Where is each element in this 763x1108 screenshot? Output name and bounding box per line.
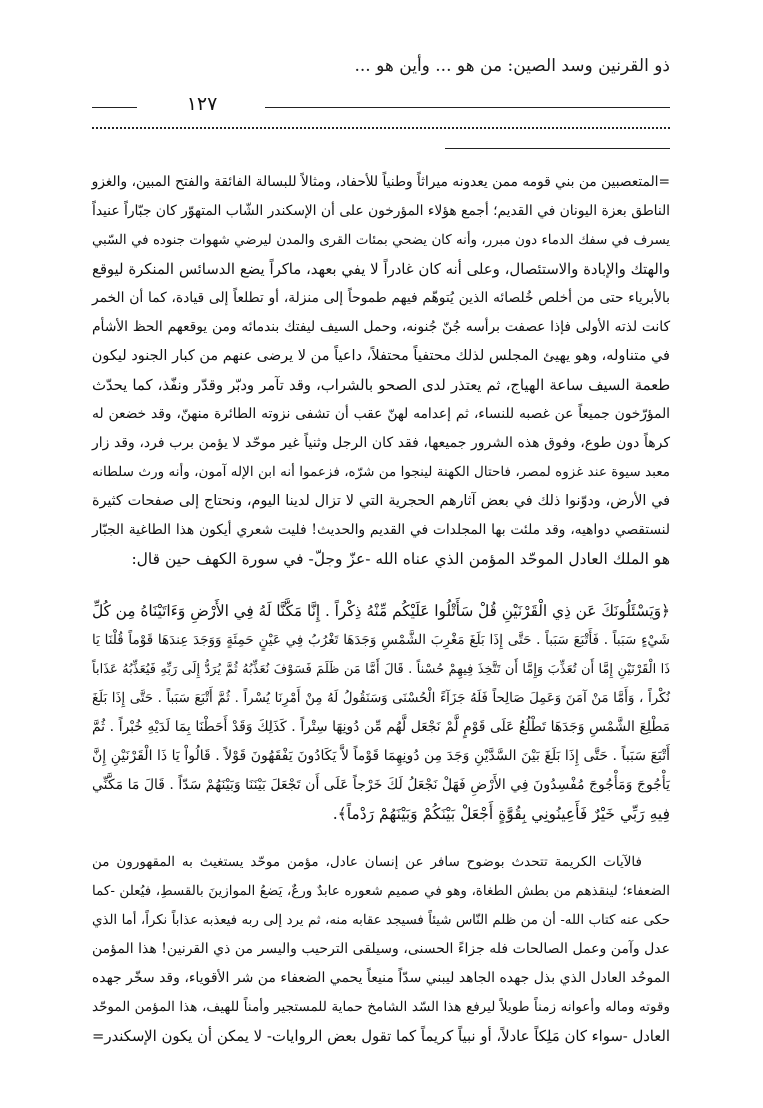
text-line: كانت لذته الأولى فإذا عصفت برأسه جُنّ جُنونه، وحمل السيف ليفتك بندمائه ومن يوقعهم الحظ الأشأم	[92, 319, 670, 335]
quote-line: ﴿وَيَسْئَلُونَكَ عَن ذِي الْقَرْنَيْنِ قُلْ سَأَتْلُوا عَلَيْكُم مِّنْهُ ذِكْراً . إِنَّا مَكَّنَّا لَهُ فِي الأَرْضِ وَءَاتَيْنَاهُ مِن كُلِّ	[92, 602, 670, 620]
commentary-paragraph	[92, 848, 670, 1051]
header-rule-right	[265, 107, 670, 108]
quote-line: نُكْراً ، وَأَمَّا مَنْ آمَنَ وَعَمِلَ صَالِحاً فَلَهُ جَزَآءً الْحُسْنَى وَسَنَقُولُ لَهُ مِنْ أَمْرِنَا يُسْراً . ثُمَّ أَتْبَعَ سَبَباً . حَتَّى إِذَا بَلَغَ	[92, 691, 670, 706]
text-line: والهتك والإبادة والاستئصال، وعلى أنه كان غادراً لا يفي بعهد، ماكراً يضع الدسائس المنكرة ليوقع	[92, 261, 670, 278]
quote-line: مَطْلِعَ الشَّمْسِ وَجَدَهَا تَطْلُعُ عَلَى قَوْمٍ لَّمْ نَجْعَل لَّهُم مِّن دُونِهَا سِتْراً . كَذَلِكَ وَقَدْ أَحَطْنَا بِمَا لَدَيْهِ خُبْراً . ثُمَّ	[92, 719, 670, 735]
text-line: وقوته وماله وأعوانه زمناً طويلاً ليرفع هذا السّد الشامخ حماية للمستجير وأمناً للهيف، هذا المؤمن الموحّد	[92, 999, 670, 1015]
header-rule	[92, 93, 670, 115]
text-line: في الأرض، ودوّنوا ذلك في بعض آثارهم الحجرية التي لا تزال لدينا اليوم، ونحتاج إلى صفحات كثيرة	[92, 493, 670, 509]
section-rule	[445, 148, 670, 149]
text-line: عدل وآمن وعمل الصالحات فله جزاءً الحسنى، وسيلقى الترحيب واليسر من ذي القرنين! هذا المؤمن	[92, 941, 670, 957]
quote-line: فِيهِ رَبِّي خَيْرٌ فَأَعِينُونِي بِقُوَّةٍ أَجْعَلْ بَيْنَكُمْ وَبَيْنَهُمْ رَدْماً﴾.	[332, 805, 670, 823]
text-line: معبد سيوة عند غزوه لمصر، فاحتال الكهنة لينجوا من شرّه، فزعموا أنه ابن الإله آمون، وأنه ورث سلطانه	[92, 464, 670, 480]
quote-line: شَيْءٍ سَبَباً . فَأَتْبَعَ سَبَباً . حَتَّى إِذَا بَلَغَ مَغْرِبَ الشَّمْسِ وَجَدَهَا تَغْرُبُ فِي عَيْنٍ حَمِئَةٍ وَوَجَدَ عِندَهَا قَوْماً قُلْنَا يَا	[92, 632, 670, 648]
quran-quote	[92, 597, 670, 829]
text-line: لنستقصي دواهيه، وقد ملئت بها المجلدات في القديم والحديث! فليت شعري أيكون هذا الطاغية الجبّار	[92, 522, 670, 538]
main-paragraph	[92, 168, 670, 574]
text-line: بالأبرياء حتى من أخلص خُلصائه الذين يُتوهّم فيهم طموحاً إلى منزلة، أو تطلعاً إلى قيادة، كما أن الخمر	[92, 290, 670, 306]
page-number: ١٢٧	[186, 93, 218, 115]
text-line: هو الملك العادل الموحّد المؤمن الذي عناه الله -عزّ وجلّ- في سورة الكهف حين قال:	[131, 550, 670, 568]
quote-line: يَأْجُوجَ وَمَأْجُوجَ مُفْسِدُونَ فِي الأَرْضِ فَهَلْ نَجْعَلُ لَكَ خَرْجاً عَلَى أَن تَجْعَلَ بَيْنَنَا وَبَيْنَهُمْ سَدّاً . قَالَ مَا مَكَّنِّي	[92, 777, 670, 793]
dotted-separator	[92, 127, 670, 129]
header-rule-left	[92, 107, 137, 108]
text-line: =المتعصبين من بني قومه ممن يعدونه ميراثاً وطنياً للأحفاد، ومثالاً للبسالة الفائقة والفتح المبين، والغزو	[91, 174, 670, 190]
quote-line: أَتْبَعَ سَبَباً . حَتَّى إِذَا بَلَغَ بَيْنَ السَّدَّيْنِ وَجَدَ مِن دُونِهِمَا قَوْماً لاَّ يَكَادُونَ يَفْقَهُونَ قَوْلاً . قَالُواْ يَا ذَا الْقَرْنَيْنِ إِنَّ	[92, 748, 670, 764]
text-line: في متناوله، وهو يهيئ المجلس لذلك محتفياً محتفلاً، داعياً من لا يرضى عنهم من كبار الجنود ليكون	[91, 348, 670, 364]
text-line: الناطق بعزة اليونان في القديم؛ أجمع هؤلاء المؤرخون على أن الإسكندر الشّاب المتهوّر كان جبّاراً عنيداً	[92, 203, 670, 219]
text-line: فالآيات الكريمة تتحدث بوضوح سافر عن إنسان عادل، مؤمن موحّد يستغيث به المقهورون من	[92, 854, 642, 870]
text-line: طعمة السيف ساعة الهياج، ثم يعتذر لدى الصحو بالشراب، وقد تآمر ودبّر وقدّر ونفّذ، كما يحدّث	[92, 377, 670, 394]
text-line: كرهاً دون طوع، وفوق هذه الشرور جميعها، فقد كان الرجل وثنياً غير موحّد لا يؤمن برب فرد، وقد زار	[92, 435, 670, 451]
text-line: يسرف في سفك الدماء دون مبرر، وأنه كان يضحي بمئات القرى والمدن ليرضي شهوات جنوده في السّبي	[92, 233, 670, 248]
text-line: المؤرّخون جميعاً عن غصبه للنساء، ثم إعدامه لهنّ عقب أن تشفى نزوته الطائرة منهنّ، وقد خضعن له	[92, 406, 670, 422]
text-line: الضعفاء؛ لينقذهم من بطش الطغاة، وهو في صميم شعوره عابدٌ ورعٌ، يَضعُ الموازينَ بالقسطِ، فيُعلن -كما	[92, 883, 670, 899]
quote-line: ذَا الْقَرْنَيْنِ إِمَّا أَن تُعَذِّبَ وَإِمَّا أَن تَتَّخِذَ فِيهِمْ حُسْناً . قَالَ أَمَّا مَن ظَلَمَ فَسَوْفَ نُعَذِّبُهُ ثُمَّ يُرَدُّ إِلَى رَبِّهِ فَيُعَذِّبُهُ عَذَاباً	[92, 662, 670, 677]
text-line: الموحُد العادل الذي بذل جهده الجاهد ليبني سدّاً منيعاً يحمي الضعفاء من شر الأقوياء، وقد سخّر جهده	[91, 970, 670, 986]
text-line: العادل -سواء كان مَلِكاً عادلاً، أو نبياً كريماً كما تقول بعض الروايات- لا يمكن أن يكون الإسكندر=	[92, 1028, 670, 1045]
text-line: حكى عنه كتاب الله- أن من ظلم النّاس شيئاً فسيجد عقابه منه، ثم يرد إلى ربه فيعذبه عذاباً نكراً، أما الذي	[92, 913, 670, 928]
running-title: ذو القرنين وسد الصين: من هو ... وأين هو ...	[354, 56, 670, 76]
